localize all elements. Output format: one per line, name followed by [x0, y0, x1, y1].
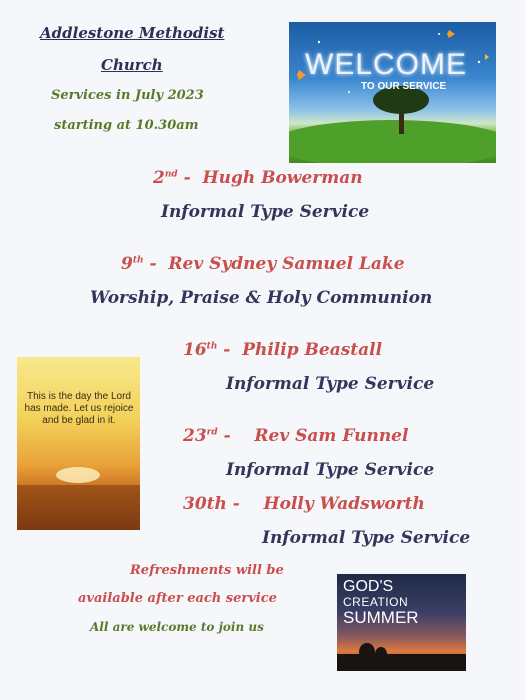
service-date-3: [183, 340, 382, 360]
service-date-5: [183, 494, 425, 514]
service-leader: Rev Sydney Samuel Lake: [168, 254, 405, 274]
church-name-line2: Church: [101, 56, 163, 74]
service-type-5: Informal Type Service: [262, 528, 471, 548]
service-type-2: Worship, Praise & Holy Communion: [90, 288, 433, 308]
service-separator: -: [217, 426, 231, 446]
service-day-suffix: rd: [206, 427, 218, 438]
church-name-line1: Addlestone Methodist: [40, 24, 225, 42]
scripture-card-image: [17, 357, 140, 530]
start-time: starting at 10.30am: [54, 118, 199, 133]
service-separator: -: [177, 168, 191, 188]
service-day: 16: [183, 340, 207, 360]
service-leader: Rev Sam Funnel: [254, 426, 409, 446]
service-separator: -: [226, 494, 240, 514]
refreshments-line2: available after each service: [78, 591, 277, 606]
service-day: 9: [121, 254, 133, 274]
refreshments-line1: Refreshments will be: [130, 563, 284, 578]
service-day: 23: [183, 426, 207, 446]
scripture-text: This is the day the Lord has made. Let us rejoice and be glad in it.: [24, 391, 134, 426]
service-separator: -: [143, 254, 157, 274]
service-day: 30th: [183, 494, 227, 514]
service-day-suffix: th: [206, 341, 218, 352]
services-month: Services in July 2023: [51, 88, 204, 103]
service-type-1: Informal Type Service: [161, 202, 370, 222]
service-separator: -: [217, 340, 231, 360]
welcome-image: [289, 22, 496, 163]
service-date-1: [153, 168, 363, 188]
service-leader: Philip Beastall: [242, 340, 383, 360]
summer-line2: CREATION: [343, 595, 409, 609]
service-day-suffix: th: [132, 255, 144, 266]
welcome-scene-art: [289, 22, 496, 163]
welcome-subtitle: TO OUR SERVICE: [361, 81, 447, 92]
service-date-2: [121, 254, 405, 274]
summer-line1: GOD'S: [343, 578, 394, 595]
service-type-4: Informal Type Service: [226, 460, 435, 480]
service-leader: Hugh Bowerman: [202, 168, 363, 188]
summer-line3: SUMMER: [343, 608, 419, 627]
service-date-4: [183, 426, 408, 446]
service-day: 2: [153, 168, 165, 188]
welcome-title: WELCOME: [305, 48, 468, 81]
welcome-note: All are welcome to join us: [90, 620, 264, 634]
service-type-3: Informal Type Service: [226, 374, 435, 394]
service-day-suffix: nd: [164, 169, 178, 180]
service-leader: Holly Wadsworth: [263, 494, 425, 514]
gods-creation-summer-image: [337, 574, 466, 671]
sunset-scene-art: [17, 357, 140, 530]
